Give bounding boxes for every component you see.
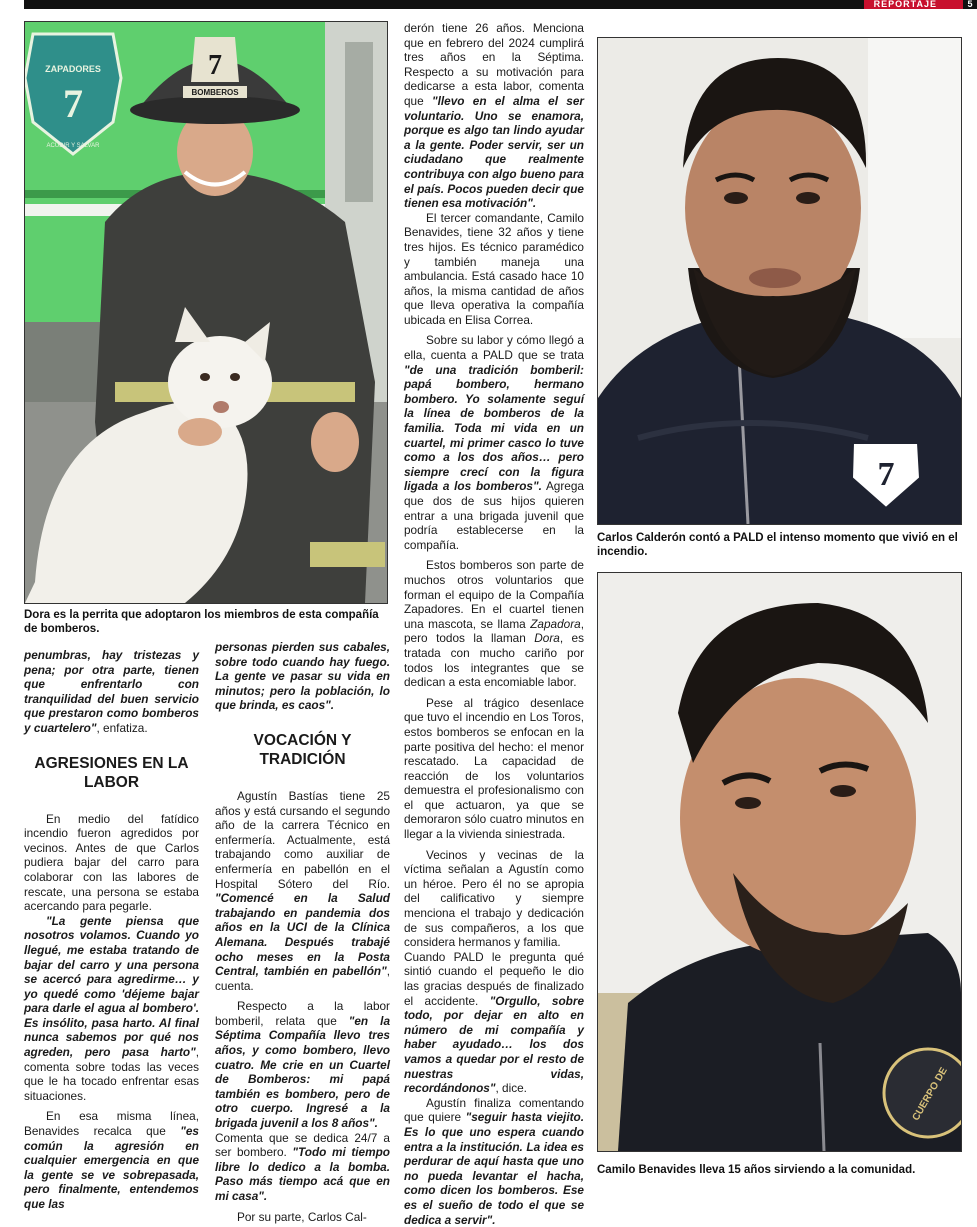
body-paragraph: En medio del fatídico incendio fueron agredidos por vecinos. Antes de que Carlos pudiera bajar del carro para colaborar con las labores de rescate, una persona se estaba acercando para pegarle. [24, 811, 199, 914]
body-text: Sobre su labor y cómo llegó a ella, cuenta a PALD que se trata [404, 333, 584, 363]
quote-text: "Todo mi tiempo libre lo dedico a la bomba. Paso más tiempo acá que en mi casa". [215, 1145, 390, 1203]
body-text: , enfatiza. [96, 720, 148, 735]
photo-caption-benavides: Camilo Benavides lleva 15 años sirviendo a la comunidad. [597, 1164, 916, 1176]
body-text: Respecto a la labor bomberil, relata que [215, 999, 390, 1028]
quote-text: penumbras, hay tristezas y pena; por otra parte, tienen que enfrentarlo con tranquilidad del buen servicio que prestaron como bomberos y cuartelero" [24, 648, 199, 735]
quote-text: "en la Séptima Compañía llevo tres años, y como bombero, llevo cuatro. Me crie en un Cuartel de Bomberos: mi papá también es bombero, pero de otro cuerpo. Ingresé a la brigada juvenil a los 8 años". [215, 1013, 390, 1131]
body-text: Estos bomberos son parte de muchos otros voluntarios que forman el equipo de la Compañía Zapadores. En el cuartel tienen una mascota, se llama [404, 558, 584, 631]
body-paragraph: El tercer comandante, Camilo Benavides, tiene 32 años y tiene tres hijos. Es técnico paramédico y también maneja una ambulancia. Está casado hace 10 años, la misma cantidad de años que lleva operativa la compañía ubicada en Elisa Correa. [404, 210, 584, 327]
body-text: , cuenta. [215, 964, 390, 993]
body-text: Agustín Bastías tiene 25 años y está cursando el segundo año de la carrera Técnico en enfermería. Actualmente, está trabajando como auxiliar de enfermería en pabellón en el Hospital Sótero del Río. [215, 788, 390, 891]
body-paragraph: Por su parte, Carlos Cal- [237, 1209, 367, 1224]
body-text: , es tratada con mucho cariño por todos los integrantes que se dedican a esta encomiable labor. [404, 631, 585, 690]
badge-number: 7 [63, 81, 83, 126]
body-text: En esa misma línea, Benavides recalca que [24, 1109, 199, 1139]
body-text: , pero todos la llaman [404, 616, 584, 646]
section-heading-vocacion: VOCACIÓN Y TRADICIÓN [253, 731, 352, 768]
quote-text: "Comencé en la Salud trabajando en pandemia dos años en la UCI de la Clínica Alemana. Después trabajé ocho meses en la Posta Central, también en pabellón" [215, 891, 390, 979]
body-text: derón tiene 26 años. Menciona que en febrero del 2024 cumplirá tres años en la Séptima. Respecto a su motivación para dedicarse a esta labor, comenta que [404, 21, 584, 108]
body-text: , dice. [495, 1081, 527, 1096]
body-text: Agrega que dos de sus hijos quieren entrar a una brigada juvenil que podría establecerse en la compañía. [404, 479, 584, 552]
body-text: , comenta sobre todas las veces que le ha tocado enfrentar esas situaciones. [24, 1045, 199, 1103]
mascot-nickname: Dora [534, 631, 560, 646]
photo-caption-dora: Dora es la perrita que adoptaron los miembros de esta compañía de bomberos. [24, 609, 379, 635]
badge-motto: ACUDIR Y SALVAR [46, 143, 100, 149]
mascot-name: Zapadora [530, 616, 581, 631]
photo-caption-calderon: Carlos Calderón contó a PALD el intenso momento que vivió en el incendio. [597, 532, 958, 558]
quote-text: "La gente piensa que nosotros volamos. Cuando yo llegué, me estaba tratando de bajar del carro y una persona se acercó para agredirme… y yo quedé como 'déjeme bajar para darle el agua al bombero'. Es insólito, pasa harto. Al final nunca sabemos por qué nos agreden, pero pasa harto" [24, 913, 199, 1060]
header-bar [24, 0, 977, 9]
section-heading-agresiones: AGRESIONES EN LA LABOR [34, 754, 189, 791]
body-paragraph: Vecinos y vecinas de la víctima señalan a Agustín como un héroe. Pero él no se apropia del calificativo y siempre menciona el trabajo y dedicación de sus compañeros, a los que considera hermanos y familia. [404, 847, 584, 950]
body-paragraph: Pese al trágico desenlace que tuvo el incendio en Los Toros, estos bomberos se enfocan en la parte positiva del hecho: el menor rescatado. La capacidad de reacción de los voluntarios demuestra el profesionalismo con el que actuaron, ya que se demoraron sólo cuatro minutos en llegar a la vivienda siniestrada. [404, 695, 584, 842]
page-number: 5 [963, 0, 977, 9]
firefighter-dog-photo [24, 21, 388, 604]
article-column-1 [24, 648, 199, 1212]
quote-text: "de una tradición bomberil: papá bombero, hermano bombero. Yo solamente seguí la línea de bomberos de la familia. Toda mi vida en un cuartel, mi primer casco lo tuve como a los dos años… pero siempre crecí con la figura ligada a los bomberos". [404, 362, 584, 494]
helmet-number: 7 [208, 50, 222, 81]
article-column-3 [404, 21, 584, 1227]
article-column-2 [215, 640, 390, 1224]
badge-top-text: ZAPADORES [45, 64, 101, 74]
patch-text: CUERPO DE [910, 1065, 950, 1123]
helmet-label: BOMBEROS [191, 88, 239, 97]
section-tag: REPORTAJE [864, 0, 963, 9]
body-text: Cuando PALD le pregunta qué sintió cuando el pequeño le dio las gracias después de finalizado el accidente. [404, 949, 584, 1008]
quote-text: "es común la agresión en cualquier emergencia en que la gente se ve sobrepasada, pero finalmente, entendemos que las [24, 1124, 199, 1211]
quote-text: "llevo en el alma el ser voluntario. Uno se enamora, porque es algo tan lindo ayudar a la gente. Poder servir, ser un ciudadano que realmente contribuya con algo bueno para el país. Pocos pueden decir que tienen esa motivación". [404, 93, 584, 211]
shirt-number: 7 [877, 456, 895, 493]
calderon-photo [597, 37, 962, 525]
quote-text: "seguir hasta viejito. Es lo que uno espera cuando entra a la institución. La idea es perdurar de aquí hasta que uno no pueda levantar el hacha, como dicen los bomberos. Ese es el sueño de todo el que se dedica a servir". [404, 1110, 585, 1227]
body-text: Agustín finaliza comentando que quiere [404, 1095, 584, 1125]
benavides-photo [597, 572, 962, 1152]
quote-text: personas pierden sus cabales, sobre todo cuando hay fuego. La gente ve pasar su vida en minutos; pero la población, lo que brinda, es caos". [215, 640, 390, 713]
quote-text: "Orgullo, sobre todo, por dejar en alto en número de mi compañía y haber ayudado… los dos vamos a quedar por el resto de nuestras vidas, recordándonos" [404, 993, 585, 1096]
body-text: Comenta que se dedica 24/7 a ser bombero. [215, 1130, 390, 1160]
